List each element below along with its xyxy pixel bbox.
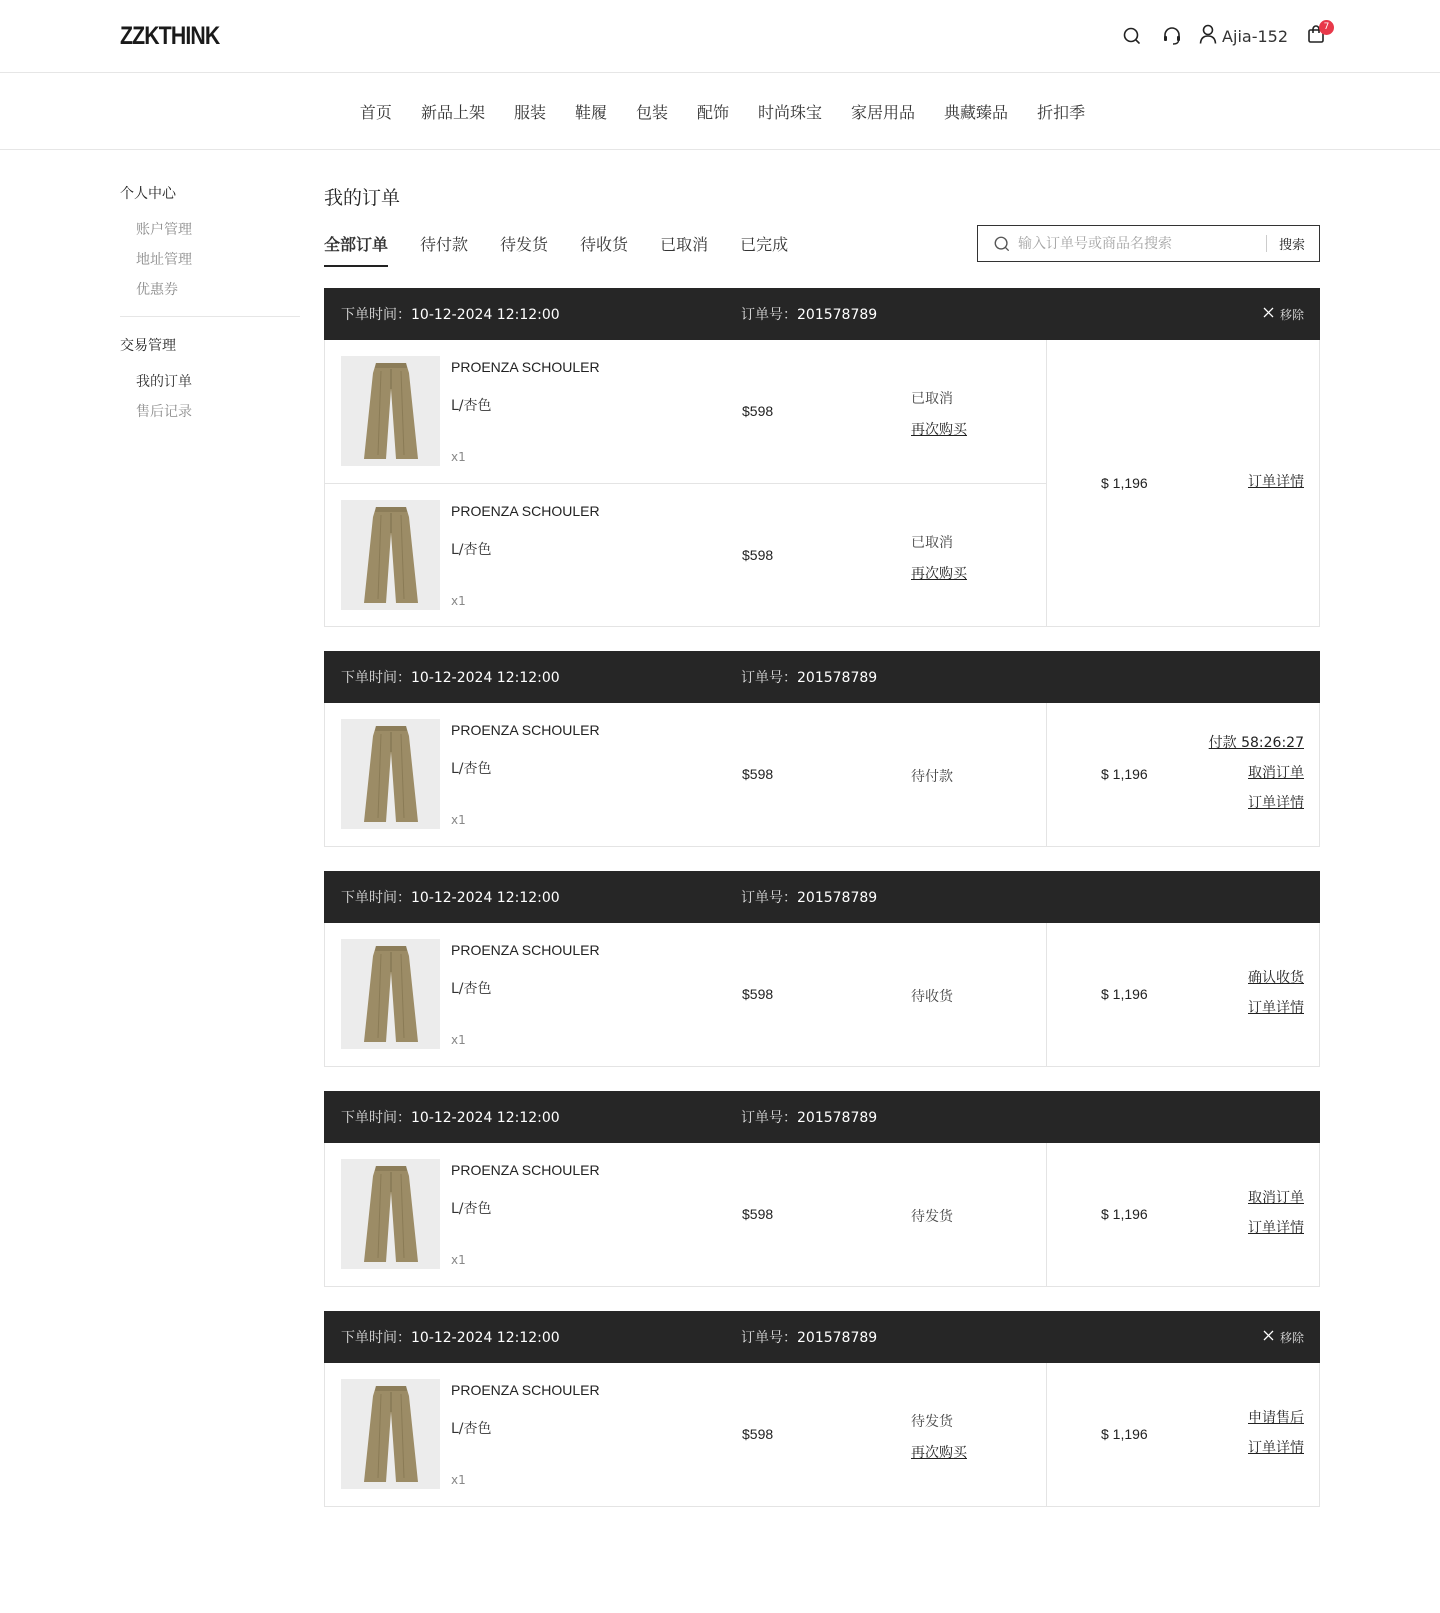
- order-action-link[interactable]: 订单详情: [1248, 1439, 1304, 1456]
- tab-4[interactable]: 已取消: [660, 235, 709, 254]
- search-icon[interactable]: [1118, 22, 1146, 50]
- order-card: [324, 1091, 1320, 1287]
- order-search-input[interactable]: [1018, 236, 1266, 252]
- nav-item[interactable]: 典藏臻品: [944, 102, 1009, 122]
- order-action-link[interactable]: 订单详情: [1248, 1219, 1304, 1236]
- order-number-value: 201578789: [797, 1110, 878, 1126]
- nav-item[interactable]: 时尚珠宝: [758, 102, 823, 122]
- order-items: [325, 1143, 1047, 1286]
- order-items: [325, 703, 1047, 846]
- tab-0[interactable]: 全部订单: [324, 232, 388, 267]
- nav-item[interactable]: 服装: [513, 102, 546, 122]
- order-time: [341, 1107, 560, 1127]
- order-number: [741, 887, 877, 907]
- product-quantity: x1: [451, 1253, 466, 1267]
- order-body: [324, 1363, 1320, 1507]
- brand-logo[interactable]: ZZKTHINK: [120, 22, 220, 50]
- user-icon: [1198, 23, 1218, 49]
- cart-button[interactable]: [1302, 22, 1330, 50]
- product-variant: L/杏色: [451, 1421, 492, 1437]
- product-brand[interactable]: PROENZA SCHOULER: [451, 1382, 600, 1398]
- order-time: [341, 304, 560, 324]
- tab-2[interactable]: 待发货: [500, 235, 549, 254]
- header-actions: [1118, 22, 1330, 50]
- order-header: [324, 871, 1320, 923]
- order-action-link[interactable]: 申请售后: [1248, 1409, 1304, 1426]
- order-action-link[interactable]: 取消订单: [1248, 764, 1304, 781]
- close-icon: [1263, 1330, 1274, 1344]
- order-total: $ 1,196: [1101, 1205, 1148, 1222]
- order-actions: [1248, 969, 1304, 1017]
- order-time-label: 下单时间：: [341, 670, 411, 686]
- product-brand[interactable]: PROENZA SCHOULER: [451, 942, 600, 958]
- order-number-label: 订单号：: [741, 890, 797, 906]
- order-total: $ 1,196: [1101, 985, 1148, 1002]
- account-sidebar: [120, 183, 300, 421]
- item-status: 已取消: [911, 391, 953, 407]
- nav-item[interactable]: 家居用品: [851, 102, 916, 122]
- order-summary: [1047, 923, 1319, 1066]
- order-item: [325, 1143, 1046, 1286]
- product-price: $598: [742, 547, 774, 563]
- item-status-group: [911, 766, 953, 786]
- sidebar-group-title: 个人中心: [120, 186, 176, 202]
- sidebar-item[interactable]: 地址管理: [136, 252, 192, 268]
- order-items: [325, 1363, 1047, 1506]
- product-quantity: x1: [451, 1033, 466, 1047]
- item-status: 待收货: [911, 989, 953, 1005]
- order-header: [324, 651, 1320, 703]
- item-status: 待付款: [911, 769, 953, 785]
- tab-1[interactable]: 待付款: [420, 235, 469, 254]
- item-status-group: [911, 986, 953, 1006]
- tab-3[interactable]: 待收货: [580, 235, 629, 254]
- order-action-link[interactable]: 付款 58:26:27: [1208, 734, 1304, 751]
- rebuy-link[interactable]: 再次购买: [911, 566, 967, 582]
- sidebar-item[interactable]: 优惠券: [136, 282, 178, 298]
- order-total: $ 1,196: [1101, 474, 1148, 491]
- order-body: [324, 703, 1320, 847]
- top-header: [0, 0, 1440, 73]
- order-number-value: 201578789: [797, 1330, 878, 1346]
- order-summary: [1047, 1363, 1319, 1506]
- tab-5[interactable]: 已完成: [740, 235, 789, 254]
- item-status-group: [911, 1206, 953, 1226]
- order-search: [977, 225, 1320, 262]
- order-number: [741, 1327, 877, 1347]
- item-status: 已取消: [911, 535, 953, 551]
- nav-list: [360, 100, 1085, 123]
- nav-item[interactable]: 鞋履: [574, 102, 607, 122]
- order-time-value: 10-12-2024 12:12:00: [411, 307, 560, 323]
- remove-order-button[interactable]: [1263, 306, 1304, 323]
- remove-label: 移除: [1279, 1330, 1304, 1345]
- order-item: [325, 923, 1046, 1066]
- nav-item[interactable]: 折扣季: [1037, 102, 1086, 122]
- product-variant: L/杏色: [451, 542, 492, 558]
- order-card: [324, 1311, 1320, 1507]
- item-status: 待发货: [911, 1209, 953, 1225]
- product-brand[interactable]: PROENZA SCHOULER: [451, 1162, 600, 1178]
- sidebar-item[interactable]: 账户管理: [136, 222, 192, 238]
- product-variant: L/杏色: [451, 398, 492, 414]
- cart-count-badge: 7: [1319, 20, 1334, 35]
- tabs-row: [324, 232, 1320, 270]
- nav-item[interactable]: 首页: [359, 102, 392, 122]
- order-action-link[interactable]: 取消订单: [1248, 1189, 1304, 1206]
- sidebar-item[interactable]: 售后记录: [136, 404, 192, 420]
- page-title: 我的订单: [324, 187, 401, 209]
- order-header: [324, 1311, 1320, 1363]
- product-price: $598: [742, 766, 774, 782]
- order-body: [324, 1143, 1320, 1287]
- product-image[interactable]: [341, 939, 440, 1049]
- order-total: $ 1,196: [1101, 765, 1148, 782]
- item-status-group: [911, 532, 967, 583]
- item-status-group: [911, 388, 967, 439]
- order-action-link[interactable]: 订单详情: [1248, 473, 1304, 490]
- order-time-label: 下单时间：: [341, 307, 411, 323]
- close-icon: [1263, 307, 1274, 321]
- order-number: [741, 1107, 877, 1127]
- order-header: [324, 288, 1320, 340]
- order-number: [741, 667, 877, 687]
- product-image[interactable]: [341, 719, 440, 829]
- nav-item[interactable]: 包装: [635, 102, 668, 122]
- order-total: $ 1,196: [1101, 1425, 1148, 1442]
- product-quantity: x1: [451, 450, 466, 464]
- product-brand[interactable]: PROENZA SCHOULER: [451, 503, 600, 519]
- order-time: [341, 1327, 560, 1347]
- order-number-label: 订单号：: [741, 307, 797, 323]
- nav-item[interactable]: 新品上架: [420, 102, 485, 122]
- order-number-value: 201578789: [797, 890, 878, 906]
- order-list: [324, 288, 1320, 1507]
- order-body: [324, 340, 1320, 627]
- item-status-group: [911, 1411, 967, 1462]
- product-variant: L/杏色: [451, 1201, 492, 1217]
- main-nav: [0, 73, 1440, 150]
- product-brand[interactable]: PROENZA SCHOULER: [451, 722, 600, 738]
- product-variant: L/杏色: [451, 981, 492, 997]
- order-action-link[interactable]: 订单详情: [1248, 999, 1304, 1016]
- product-image[interactable]: [341, 356, 440, 466]
- username: Ajia-152: [1222, 26, 1288, 46]
- order-item: [325, 703, 1046, 846]
- order-actions: [1209, 734, 1304, 812]
- order-time-value: 10-12-2024 12:12:00: [411, 890, 560, 906]
- order-body: [324, 923, 1320, 1067]
- order-time-label: 下单时间：: [341, 1110, 411, 1126]
- rebuy-link[interactable]: 再次购买: [911, 1445, 967, 1461]
- product-quantity: x1: [451, 594, 466, 608]
- order-time: [341, 887, 560, 907]
- order-item: [325, 1363, 1046, 1506]
- order-item: [325, 340, 1046, 483]
- order-time: [341, 667, 560, 687]
- product-image[interactable]: [341, 1379, 440, 1489]
- product-variant: L/杏色: [451, 761, 492, 777]
- order-summary: [1047, 1143, 1319, 1286]
- order-number: [741, 304, 877, 324]
- sidebar-group-title: 交易管理: [120, 338, 176, 354]
- order-card: [324, 651, 1320, 847]
- product-image[interactable]: [341, 1159, 440, 1269]
- user-menu[interactable]: [1198, 23, 1288, 49]
- item-status: 待发货: [911, 1414, 953, 1430]
- sidebar-item[interactable]: 我的订单: [136, 374, 192, 390]
- order-time-label: 下单时间：: [341, 890, 411, 906]
- order-card: [324, 871, 1320, 1067]
- product-price: $598: [742, 403, 774, 419]
- search-icon: [992, 234, 1012, 254]
- order-card: [324, 288, 1320, 627]
- order-items: [325, 923, 1047, 1066]
- order-number-value: 201578789: [797, 670, 878, 686]
- rebuy-link[interactable]: 再次购买: [911, 422, 967, 438]
- product-brand[interactable]: PROENZA SCHOULER: [451, 359, 600, 375]
- orders-main: [324, 183, 1320, 1531]
- order-summary: [1047, 703, 1319, 846]
- sidebar-divider: [120, 316, 300, 317]
- product-price: $598: [742, 1206, 774, 1222]
- headset-icon[interactable]: [1158, 22, 1186, 50]
- order-time-value: 10-12-2024 12:12:00: [411, 1330, 560, 1346]
- order-time-value: 10-12-2024 12:12:00: [411, 1110, 560, 1126]
- product-quantity: x1: [451, 1473, 466, 1487]
- product-price: $598: [742, 986, 774, 1002]
- order-number-label: 订单号：: [741, 1330, 797, 1346]
- order-time-value: 10-12-2024 12:12:00: [411, 670, 560, 686]
- order-number-label: 订单号：: [741, 1110, 797, 1126]
- search-button[interactable]: 搜索: [1278, 238, 1305, 253]
- product-price: $598: [742, 1426, 774, 1442]
- remove-order-button[interactable]: [1263, 1329, 1304, 1346]
- order-number-value: 201578789: [797, 307, 878, 323]
- product-image[interactable]: [341, 500, 440, 610]
- order-action-link[interactable]: 确认收货: [1248, 969, 1304, 986]
- order-number-label: 订单号：: [741, 670, 797, 686]
- order-actions: [1248, 473, 1304, 491]
- nav-item[interactable]: 配饰: [697, 102, 730, 122]
- remove-label: 移除: [1279, 307, 1304, 322]
- order-actions: [1248, 1189, 1304, 1237]
- order-item: [325, 483, 1046, 626]
- product-quantity: x1: [451, 813, 466, 827]
- order-actions: [1248, 1409, 1304, 1457]
- order-action-link[interactable]: 订单详情: [1248, 794, 1304, 811]
- order-time-label: 下单时间：: [341, 1330, 411, 1346]
- order-header: [324, 1091, 1320, 1143]
- order-summary: [1047, 340, 1319, 626]
- order-items: [325, 340, 1047, 626]
